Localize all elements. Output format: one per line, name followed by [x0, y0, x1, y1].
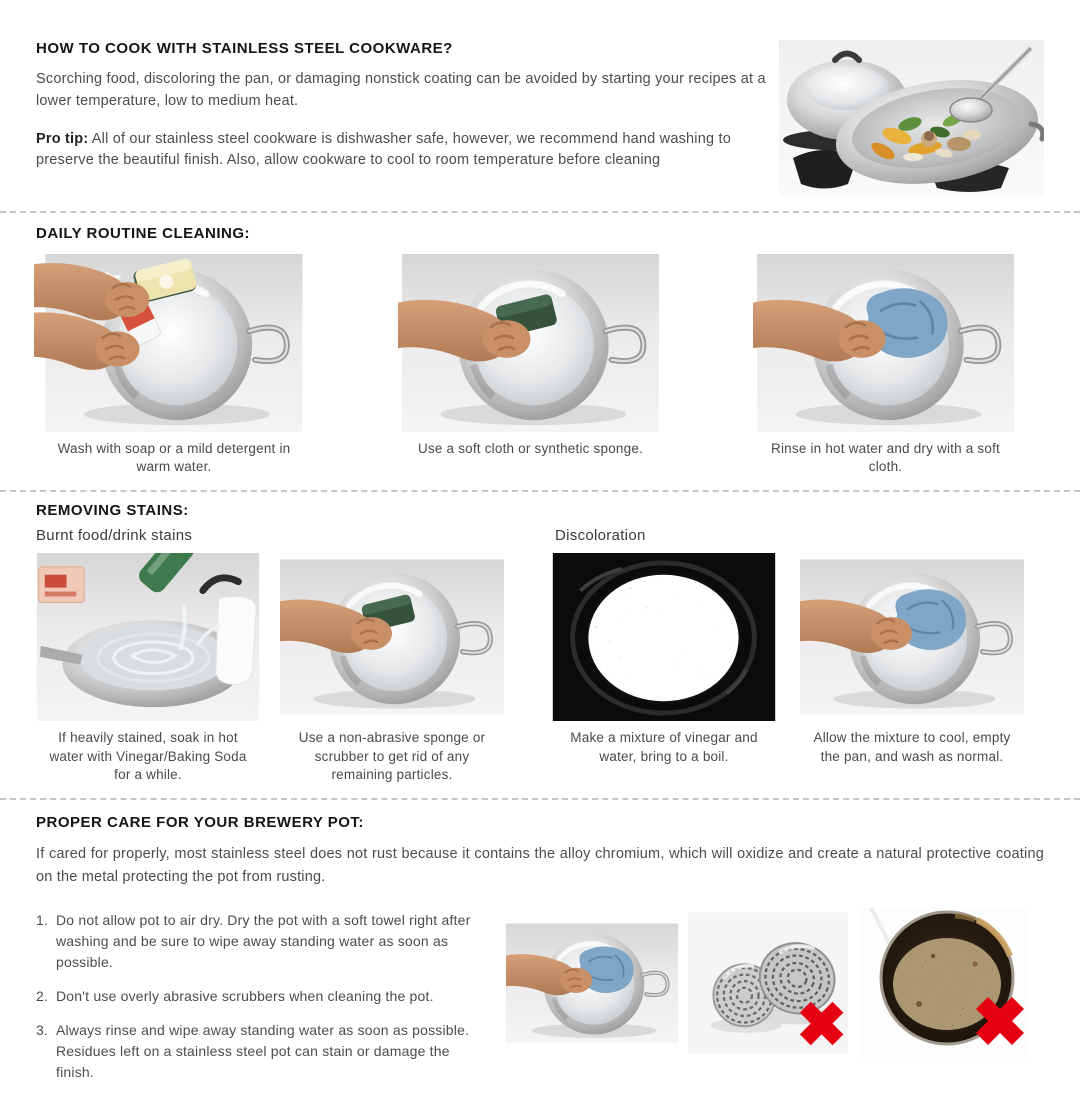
list-text: Don't use overly abrasive scrubbers when cleaning the pot.: [56, 988, 434, 1005]
daily-step-caption: Use a soft cloth or synthetic sponge.: [417, 441, 643, 456]
wok-stirfry-photo: [779, 40, 1044, 197]
how-to-cook-title: HOW TO COOK WITH STAINLESS STEEL COOKWARE?: [36, 40, 453, 57]
section-removing-stains: [36, 492, 1044, 784]
discoloration-label: Discoloration: [555, 527, 646, 545]
stain-step-boil: [552, 553, 776, 765]
how-to-cook-text: [36, 40, 766, 197]
burnt-pot-photo: [858, 908, 1030, 1058]
pan-sponge-photo: [398, 254, 663, 432]
daily-step-caption: Rinse in hot water and dry with a soft cloth.: [771, 441, 1000, 475]
dry-with-towel-photo: [506, 908, 678, 1058]
daily-step-wash: [34, 254, 314, 476]
pan-cloth-photo-small: [800, 553, 1024, 721]
removing-stains-title: REMOVING STAINS:: [36, 502, 189, 520]
care-photos: [506, 908, 1030, 1096]
section-proper-care: [36, 800, 1044, 1096]
list-text: Always rinse and wipe away standing water as soon as possible. Residues left on a stainless steel pot can stain or damage the finish.: [56, 1022, 470, 1081]
pan-cloth-photo: [753, 254, 1018, 432]
stain-step-caption: Allow the mixture to cool, empty the pan, and wash as normal.: [813, 730, 1011, 764]
stain-type-labels: [36, 527, 1044, 549]
pan-sponge-photo-small: [280, 553, 504, 721]
pro-tip-paragraph: [36, 129, 766, 173]
pan-detergent-photo: [34, 254, 314, 432]
stain-step-caption: Make a mixture of vinegar and water, bring to a boil.: [570, 730, 758, 764]
list-number: 2.: [36, 988, 49, 1005]
list-number: 1.: [36, 912, 49, 929]
daily-step-rinse: [753, 254, 1018, 476]
list-text: Do not allow pot to air dry. Dry the pot with a soft towel right after washing and be sure to wipe away standing water as soon as possible.: [56, 912, 471, 971]
daily-cleaning-steps: [36, 254, 1044, 476]
stain-step-scrub: [280, 553, 504, 784]
care-tip-item: [36, 986, 488, 1007]
section-daily-cleaning: [36, 213, 1044, 476]
care-tip-item: [36, 910, 488, 973]
stain-step-caption: If heavily stained, soak in hot water with Vinegar/Baking Soda for a while.: [49, 730, 247, 782]
care-tips-list: [36, 910, 488, 1096]
care-tip-item: [36, 1020, 488, 1083]
how-to-cook-paragraph: Scorching food, discoloring the pan, or damaging nonstick coating can be avoided by starting your recipes at a lower temperature, low to medium heat.: [36, 71, 766, 109]
section-how-to-cook: [36, 0, 1044, 197]
proper-care-columns: [36, 906, 1044, 1096]
stain-step-caption: Use a non-abrasive sponge or scrubber to get rid of any remaining particles.: [298, 730, 486, 782]
proper-care-title: PROPER CARE FOR YOUR BREWERY POT:: [36, 814, 364, 832]
list-number: 3.: [36, 1022, 49, 1039]
steel-scrubbers-photo: [688, 908, 848, 1058]
vinegar-pour-photo: [36, 553, 260, 721]
stain-removal-steps: [36, 553, 1044, 784]
daily-step-sponge: [398, 254, 663, 458]
pro-tip-text: All of our stainless steel cookware is dishwasher safe, however, we recommend hand washing to preserve the beautiful finish. Also, allow cookware to cool to room temperature before cleaning: [36, 130, 731, 169]
stain-step-soak: [36, 553, 260, 784]
ladle-bowl: [950, 98, 992, 122]
boiling-mixture-photo: [552, 553, 776, 721]
burnt-stains-label: Burnt food/drink stains: [36, 527, 193, 545]
daily-step-caption: Wash with soap or a mild detergent in warm water.: [57, 441, 291, 475]
stain-step-wash: [800, 553, 1024, 765]
pro-tip-label: Pro tip:: [36, 130, 89, 147]
proper-care-intro: If cared for properly, most stainless steel does not rust because it contains the alloy chromium, which will oxidize and create a natural protective coating on the metal protecting the pot from rusting.: [36, 846, 1044, 885]
daily-cleaning-title: DAILY ROUTINE CLEANING:: [36, 225, 251, 242]
